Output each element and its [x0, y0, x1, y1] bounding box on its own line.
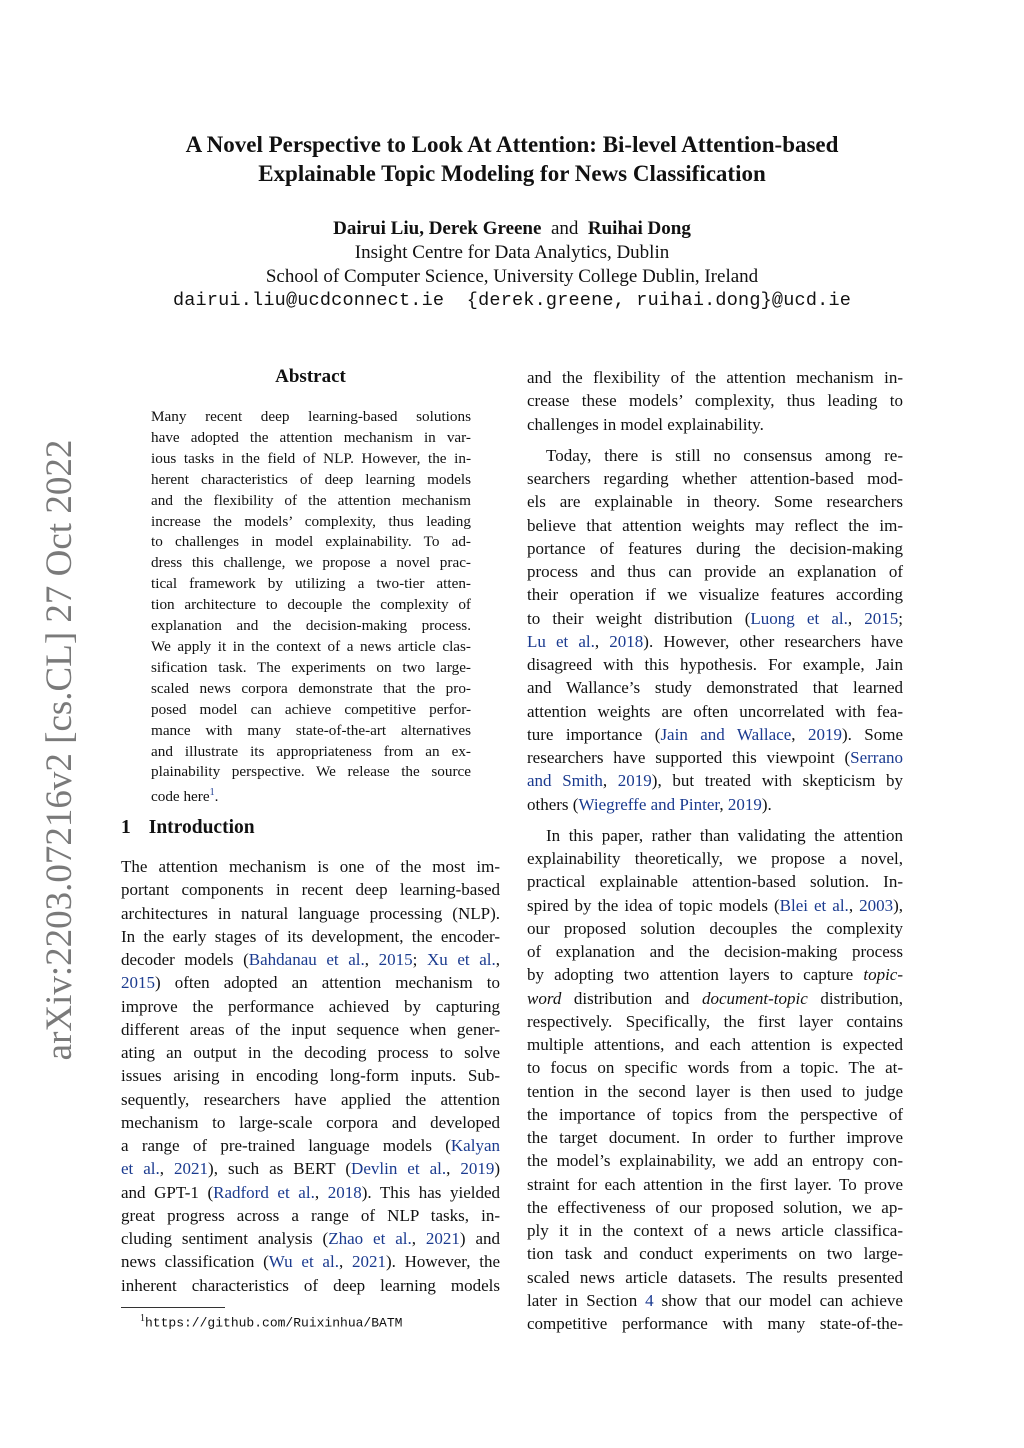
abstract-line: dress this challenge, we propose a novel prac- [151, 554, 471, 572]
paragraph-gap [527, 436, 903, 444]
text-line: to focus on specific words from a topic. The at- [527, 1058, 903, 1078]
intro-paragraph [121, 855, 500, 1297]
citation-link[interactable]: 2019 [460, 1159, 495, 1179]
text-line: mechanism to large-scale corpora and developed [121, 1112, 500, 1132]
text-line [527, 894, 903, 917]
text-line: els are explainable in theory. Some researchers [527, 492, 903, 512]
text-line: respectively. Specifically, the first layer contains [527, 1011, 903, 1031]
citation-link[interactable]: Jain and Wallace [660, 724, 792, 744]
text: , [159, 1159, 175, 1179]
section-title: Introduction [148, 817, 255, 838]
text: , [446, 1159, 461, 1179]
text: decoder models ( [121, 950, 249, 969]
abstract-line: Many recent deep learning-based solutions [151, 408, 471, 425]
text-line: searchers regarding whether attention-based mod- [527, 469, 903, 488]
text-line: disagreed with this hypothesis. For example, Jain [527, 655, 903, 674]
text-line: the importance of topics from the perspective of [527, 1104, 903, 1124]
citation-link[interactable]: Luong et al. [750, 608, 848, 628]
text-line: attention weights are often uncorrelated with fea- [527, 701, 903, 721]
text: ; [412, 950, 427, 969]
text: ). Some [841, 724, 904, 744]
abstract-line: herent characteristics of deep learning models [151, 470, 471, 488]
abstract-line: and illustrate its appropriateness from an ex- [151, 742, 471, 760]
citation-link[interactable]: Serrano [850, 748, 903, 767]
text-line: great progress across a range of NLP tasks, in- [121, 1205, 500, 1225]
text-line: tention in the second layer is then used to judge [527, 1081, 903, 1101]
abstract-line: tical framework by utilizing a two-tier atten- [151, 575, 471, 593]
citation-link[interactable]: 2015 [378, 950, 413, 969]
text-line: believe that attention weights may reflect the im- [527, 515, 903, 535]
text: ; [898, 608, 904, 628]
abstract-line: posed model can achieve competitive perfor- [151, 700, 471, 718]
text-line: the model’s explainability, we add an entropy con- [527, 1151, 903, 1171]
abstract-line: mance with many state-of-the-art alternatives [151, 721, 471, 739]
text-line [527, 769, 903, 792]
citation-link[interactable]: Bahdanau et al. [248, 950, 365, 969]
text-line [121, 1250, 500, 1273]
author-names-a: Dairui Liu, Derek Greene [333, 218, 542, 239]
text-line: improve the performance achieved by capturing [121, 996, 500, 1016]
text: show that our model can achieve [653, 1290, 903, 1310]
text-line: our proposed solution decouples the complexity [527, 918, 903, 938]
section-heading-introduction [121, 817, 255, 839]
citation-link[interactable]: Radford et al. [213, 1182, 315, 1202]
text: cluding sentiment analysis ( [121, 1229, 329, 1248]
abstract-line: increase the models’ complexity, thus leading [151, 512, 471, 530]
text: , [602, 771, 618, 791]
text: , [364, 950, 379, 969]
text-line: ply it in the context of a news article classifica- [527, 1221, 903, 1240]
abstract-line: explanation and the decision-making process. [151, 617, 471, 635]
text-line: different areas of the input sequence when gener- [121, 1019, 500, 1039]
text-line [527, 1289, 903, 1312]
text: ). [761, 794, 772, 814]
text: spired by the idea of topic models ( [527, 895, 780, 915]
text-line: challenges in model explainability. [527, 414, 764, 434]
citation-link[interactable]: 2019 [727, 794, 762, 814]
text-line: of explanation and the decision-making process [527, 942, 903, 961]
citation-link[interactable]: 2019 [807, 724, 842, 744]
footnote-divider [121, 1307, 225, 1308]
text: by adopting two attention layers to capture [527, 965, 864, 985]
text-line: Today, there is still no consensus among re- [546, 445, 903, 465]
text-line [527, 723, 903, 746]
text-line [121, 1134, 500, 1157]
text: ). However, the [385, 1252, 501, 1272]
text-line [527, 607, 903, 630]
text: ) often adopted an attention mechanism to [155, 973, 500, 993]
text-line: architectures in natural language processing (NLP). [121, 903, 500, 923]
text: distribution and [561, 988, 703, 1008]
text-line: multiple attentions, and each attention is expected [527, 1035, 903, 1054]
abstract-last-tail: . [214, 788, 219, 806]
text: ), such as BERT ( [208, 1159, 352, 1179]
text: , [338, 1252, 352, 1272]
citation-link[interactable]: Wu et al. [268, 1252, 339, 1272]
text-line: competitive performance with many state-of-the- [527, 1314, 903, 1333]
abstract-line: tion architecture to decouple the complexity of [151, 596, 471, 614]
text-line [121, 1227, 500, 1250]
citation-link[interactable]: Kalyan [450, 1136, 500, 1155]
text-line: tion task and conduct experiments on two large- [527, 1244, 903, 1264]
text: researchers have supported this viewpoint ( [527, 748, 851, 767]
citation-link[interactable]: Wiegreffe and Pinter [578, 794, 720, 814]
text-line: scaled news article datasets. The results presented [527, 1267, 903, 1287]
text-line: the effectiveness of our proposed solution, we ap- [527, 1197, 903, 1217]
text: news classification ( [121, 1252, 269, 1272]
text-line: practical explainable attention-based solution. In- [527, 872, 903, 892]
abstract-line: ious tasks in the field of NLP. However, the in- [151, 449, 471, 467]
text-line: and the flexibility of the attention mechanism in- [527, 368, 903, 387]
text-line [527, 963, 903, 986]
citation-link[interactable]: 2021 [174, 1159, 209, 1179]
italic-text: topic- [863, 965, 903, 985]
paragraph-gap [527, 816, 903, 824]
text-line: issues arising in encoding long-form inputs. Sub- [121, 1066, 500, 1086]
author-names-b: Ruihai Dong [587, 218, 691, 239]
text: and GPT-1 ( [121, 1182, 214, 1202]
text-line: their operation if we visualize features according [527, 585, 903, 605]
abstract-line: to challenges in model explainability. To ad- [151, 533, 471, 551]
section-ref-link[interactable]: 4 [645, 1290, 654, 1310]
italic-text: word [527, 988, 562, 1008]
citation-link[interactable]: 2018 [609, 631, 644, 651]
text: , [314, 1182, 328, 1202]
citation-link[interactable]: Devlin et al. [351, 1159, 447, 1179]
text-line: and Wallance’s study demonstrated that learned [527, 678, 903, 698]
text-line: In this paper, rather than validating the attention [546, 825, 903, 845]
author-block [90, 217, 934, 313]
text-line: portant components in recent deep learning-based [121, 880, 500, 900]
paper-title [90, 130, 934, 188]
text-line [527, 793, 903, 816]
text: distribution, [807, 988, 903, 1008]
abstract-line: and the flexibility of the attention mechanism [151, 491, 471, 509]
citation-link[interactable]: and Smith [527, 771, 603, 791]
citation-link[interactable]: Zhao et al. [328, 1229, 412, 1248]
citation-link[interactable]: Lu et al. [527, 631, 595, 651]
abstract-line: plainability perspective. We release the source [151, 763, 471, 781]
citation-link[interactable]: 2003 [859, 895, 894, 915]
text: others ( [527, 794, 579, 814]
text: , [847, 608, 865, 628]
text-line [527, 746, 903, 769]
citation-link[interactable]: 2015 [121, 973, 155, 993]
text: , [495, 950, 500, 969]
text-line [527, 630, 903, 653]
citation-link[interactable]: 2021 [351, 1252, 386, 1272]
abstract-line-last [151, 783, 471, 808]
text-line: explainability theoretically, we propose a novel, [527, 849, 903, 868]
citation-link[interactable]: et al. [121, 1159, 160, 1179]
text: , [594, 631, 610, 651]
text-line [121, 971, 500, 994]
text-line: crease these models’ complexity, thus leading to [527, 391, 903, 411]
citation-link[interactable]: 2019 [617, 771, 652, 791]
citation-link[interactable]: Xu et al. [426, 950, 496, 969]
text-line: In the early stages of its development, the encoder- [121, 926, 500, 946]
text: to their weight distribution ( [527, 608, 751, 628]
italic-text: document-topic [702, 988, 808, 1008]
text-line [121, 948, 500, 971]
text: , [411, 1229, 426, 1248]
abstract-line: scaled news corpora demonstrate that the pro- [151, 679, 471, 697]
author-emails: dairui.liu@ucdconnect.ie {derek.greene, ruihai.dong}@ucd.ie [172, 290, 852, 311]
text: ) and [459, 1229, 500, 1248]
text-line: process and thus can provide an explanation of [527, 562, 903, 581]
footnote [140, 1313, 402, 1330]
abstract-line: have adopted the attention mechanism in var- [151, 428, 471, 446]
footnote-url-link[interactable]: https://github.com/Ruixinhua/BATM [145, 1315, 403, 1331]
text: ), [893, 895, 903, 915]
title-line-2: Explainable Topic Modeling for News Classification [258, 161, 766, 186]
text: ). This has yielded [361, 1182, 501, 1202]
text: a range of pre-trained language models ( [121, 1136, 451, 1155]
right-column [527, 366, 903, 1335]
footnote-ref-1[interactable]: 1 [209, 787, 215, 799]
author-names [90, 217, 934, 241]
text-line: ating an output in the decoding process to solve [121, 1043, 500, 1062]
section-number: 1 [121, 817, 131, 838]
title-line-1: A Novel Perspective to Look At Attention: Bi-level Attention-based [185, 132, 839, 157]
citation-link[interactable]: 2021 [425, 1229, 460, 1248]
abstract-line: We apply it in the context of a news article clas- [151, 637, 471, 655]
citation-link[interactable]: Blei et al. [779, 895, 849, 915]
text-line: sequently, researchers have applied the attention [121, 1089, 500, 1109]
text: , [791, 724, 808, 744]
abstract-line: sification task. The experiments on two large- [151, 658, 471, 676]
affiliation-1: Insight Centre for Data Analytics, Dublin [354, 242, 670, 263]
abstract-heading: Abstract [275, 366, 346, 387]
abstract-last-text: code here [151, 788, 210, 806]
author-conj: and [550, 218, 579, 239]
citation-link[interactable]: 2018 [327, 1182, 362, 1202]
text-line: The attention mechanism is one of the most im- [121, 857, 500, 876]
text-line [121, 1181, 500, 1204]
text: ture importance ( [527, 724, 661, 744]
citation-link[interactable]: 2015 [864, 608, 899, 628]
text-line: straint for each attention in the first layer. To prove [527, 1174, 903, 1194]
text-line: portance of features during the decision-making [527, 538, 903, 558]
abstract-body [151, 407, 471, 808]
text: , [719, 794, 728, 814]
affiliation-2: School of Computer Science, University College Dublin, Ireland [265, 266, 759, 287]
text-line: inherent characteristics of deep learning models [121, 1275, 500, 1295]
text: ) [494, 1159, 501, 1179]
arxiv-stamp: arXiv:2203.07216v2 [cs.CL] 27 Oct 2022 [39, 439, 80, 1061]
text-line [527, 987, 903, 1010]
text: ), but treated with skepticism by [651, 771, 904, 791]
text: later in Section [527, 1290, 646, 1310]
text: ). However, other researchers have [643, 631, 904, 651]
text-line: the target document. In order to further improve [527, 1128, 903, 1147]
text-line [121, 1157, 500, 1180]
footnote-mark: 1 [140, 1313, 145, 1324]
text: , [848, 895, 860, 915]
